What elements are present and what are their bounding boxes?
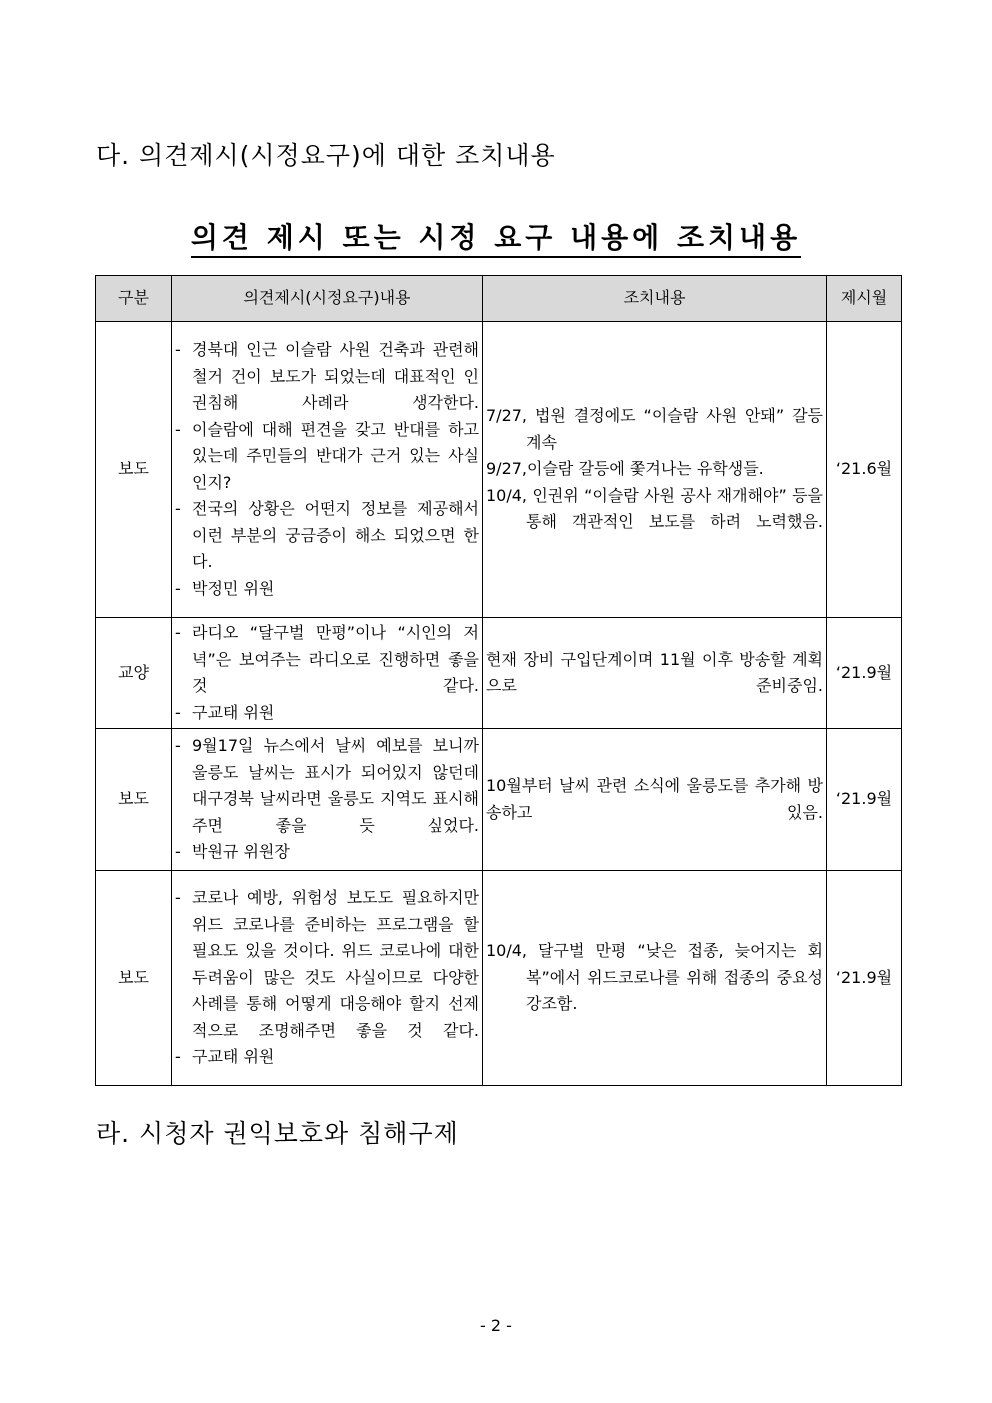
row-date: ‘21.9월 [827,871,902,1086]
header-date: 제시월 [827,276,902,322]
section-heading-da: 다. 의견제시(시정요구)에 대한 조치내용 [96,141,556,170]
row-opinion-cell [172,322,483,618]
opinion-member: - 박원규 위원장 [175,839,479,866]
opinion-item: - 9월17일 뉴스에서 날씨 예보를 보니까 울릉도 날씨는 표시가 되어있지 않던데 대구경북 날씨라면 울릉도 지역도 표시해주면 좋을 듯 싶었다. [175,733,479,839]
row-action-cell [483,729,827,871]
opinion-member: - 구교태 위원 [175,1044,479,1071]
table-row [96,729,902,871]
row-opinion-cell [172,871,483,1086]
table-title [0,216,992,256]
header-action: 조치내용 [483,276,827,322]
row-action-cell [483,322,827,618]
page-number: - 2 - [480,1316,512,1335]
table-row [96,618,902,729]
row-category: 보도 [96,871,172,1086]
row-action-cell [483,871,827,1086]
table-header-row [96,276,902,322]
row-date: ‘21.9월 [827,729,902,871]
row-category: 교양 [96,618,172,729]
table-row [96,322,902,618]
row-date: ‘21.6월 [827,322,902,618]
action-item: 현재 장비 구입단계이며 11월 이후 방송할 계획으로 준비중임. [486,649,823,695]
action-item: 10/4, 달구벌 만평 “낮은 접종, 늦어지는 회복”에서 위드코로나를 위해 접종의 중요성 강조함. [486,941,823,1014]
opinion-member: - 구교태 위원 [175,700,479,727]
table-title-text: 의견 제시 또는 시정 요구 내용에 조치내용 [191,221,801,258]
row-category: 보도 [96,729,172,871]
opinion-item: - 이슬람에 대해 편견을 갖고 반대를 하고 있는데 주민들의 반대가 근거 있는 사실인지? [175,417,479,497]
section-heading-ra: 라. 시청자 권익보호와 침해구제 [96,1119,459,1148]
header-category: 구분 [96,276,172,322]
action-item: 10/4, 인권위 “이슬람 사원 공사 재개해야” 등을 통해 객관적인 보도를 하려 노력했음. [486,485,823,532]
opinion-item: - 전국의 상황은 어떤지 정보를 제공해서 이런 부분의 궁금증이 해소 되었으면 한다. [175,496,479,576]
action-item: 10월부터 날씨 관련 소식에 울릉도를 추가해 방송하고 있음. [486,776,823,822]
header-opinion: 의견제시(시정요구)내용 [172,276,483,322]
row-action-cell [483,618,827,729]
opinion-item: - 코로나 예방, 위험성 보도도 필요하지만 위드 코로나를 준비하는 프로그램을 할 필요도 있을 것이다. 위드 코로나에 대한 두려움이 많은 것도 사실이므로 다양한 사례를 통해 어떻게 대응해야 할지 선제적으로 조명해주면 좋을 것 같다. [175,885,479,1044]
opinion-item: - 라디오 “달구벌 만평”이나 “시인의 저녁”은 보여주는 라디오로 진행하면 좋을 것 같다. [175,620,479,700]
action-item: 9/27,이슬람 갈등에 쫓겨나는 유학생들. [486,459,764,479]
row-category: 보도 [96,322,172,618]
opinion-item: - 경북대 인근 이슬람 사원 건축과 관련해 철거 건이 보도가 되었는데 대표적인 인권침해 사례라 생각한다. [175,337,479,417]
row-opinion-cell [172,729,483,871]
row-date: ‘21.9월 [827,618,902,729]
action-item: 7/27, 법원 결정에도 “이슬람 사원 안돼” 갈등 계속 [486,406,823,452]
table-row [96,871,902,1086]
measures-table [95,275,902,1086]
opinion-member: - 박정민 위원 [175,576,479,603]
row-opinion-cell [172,618,483,729]
